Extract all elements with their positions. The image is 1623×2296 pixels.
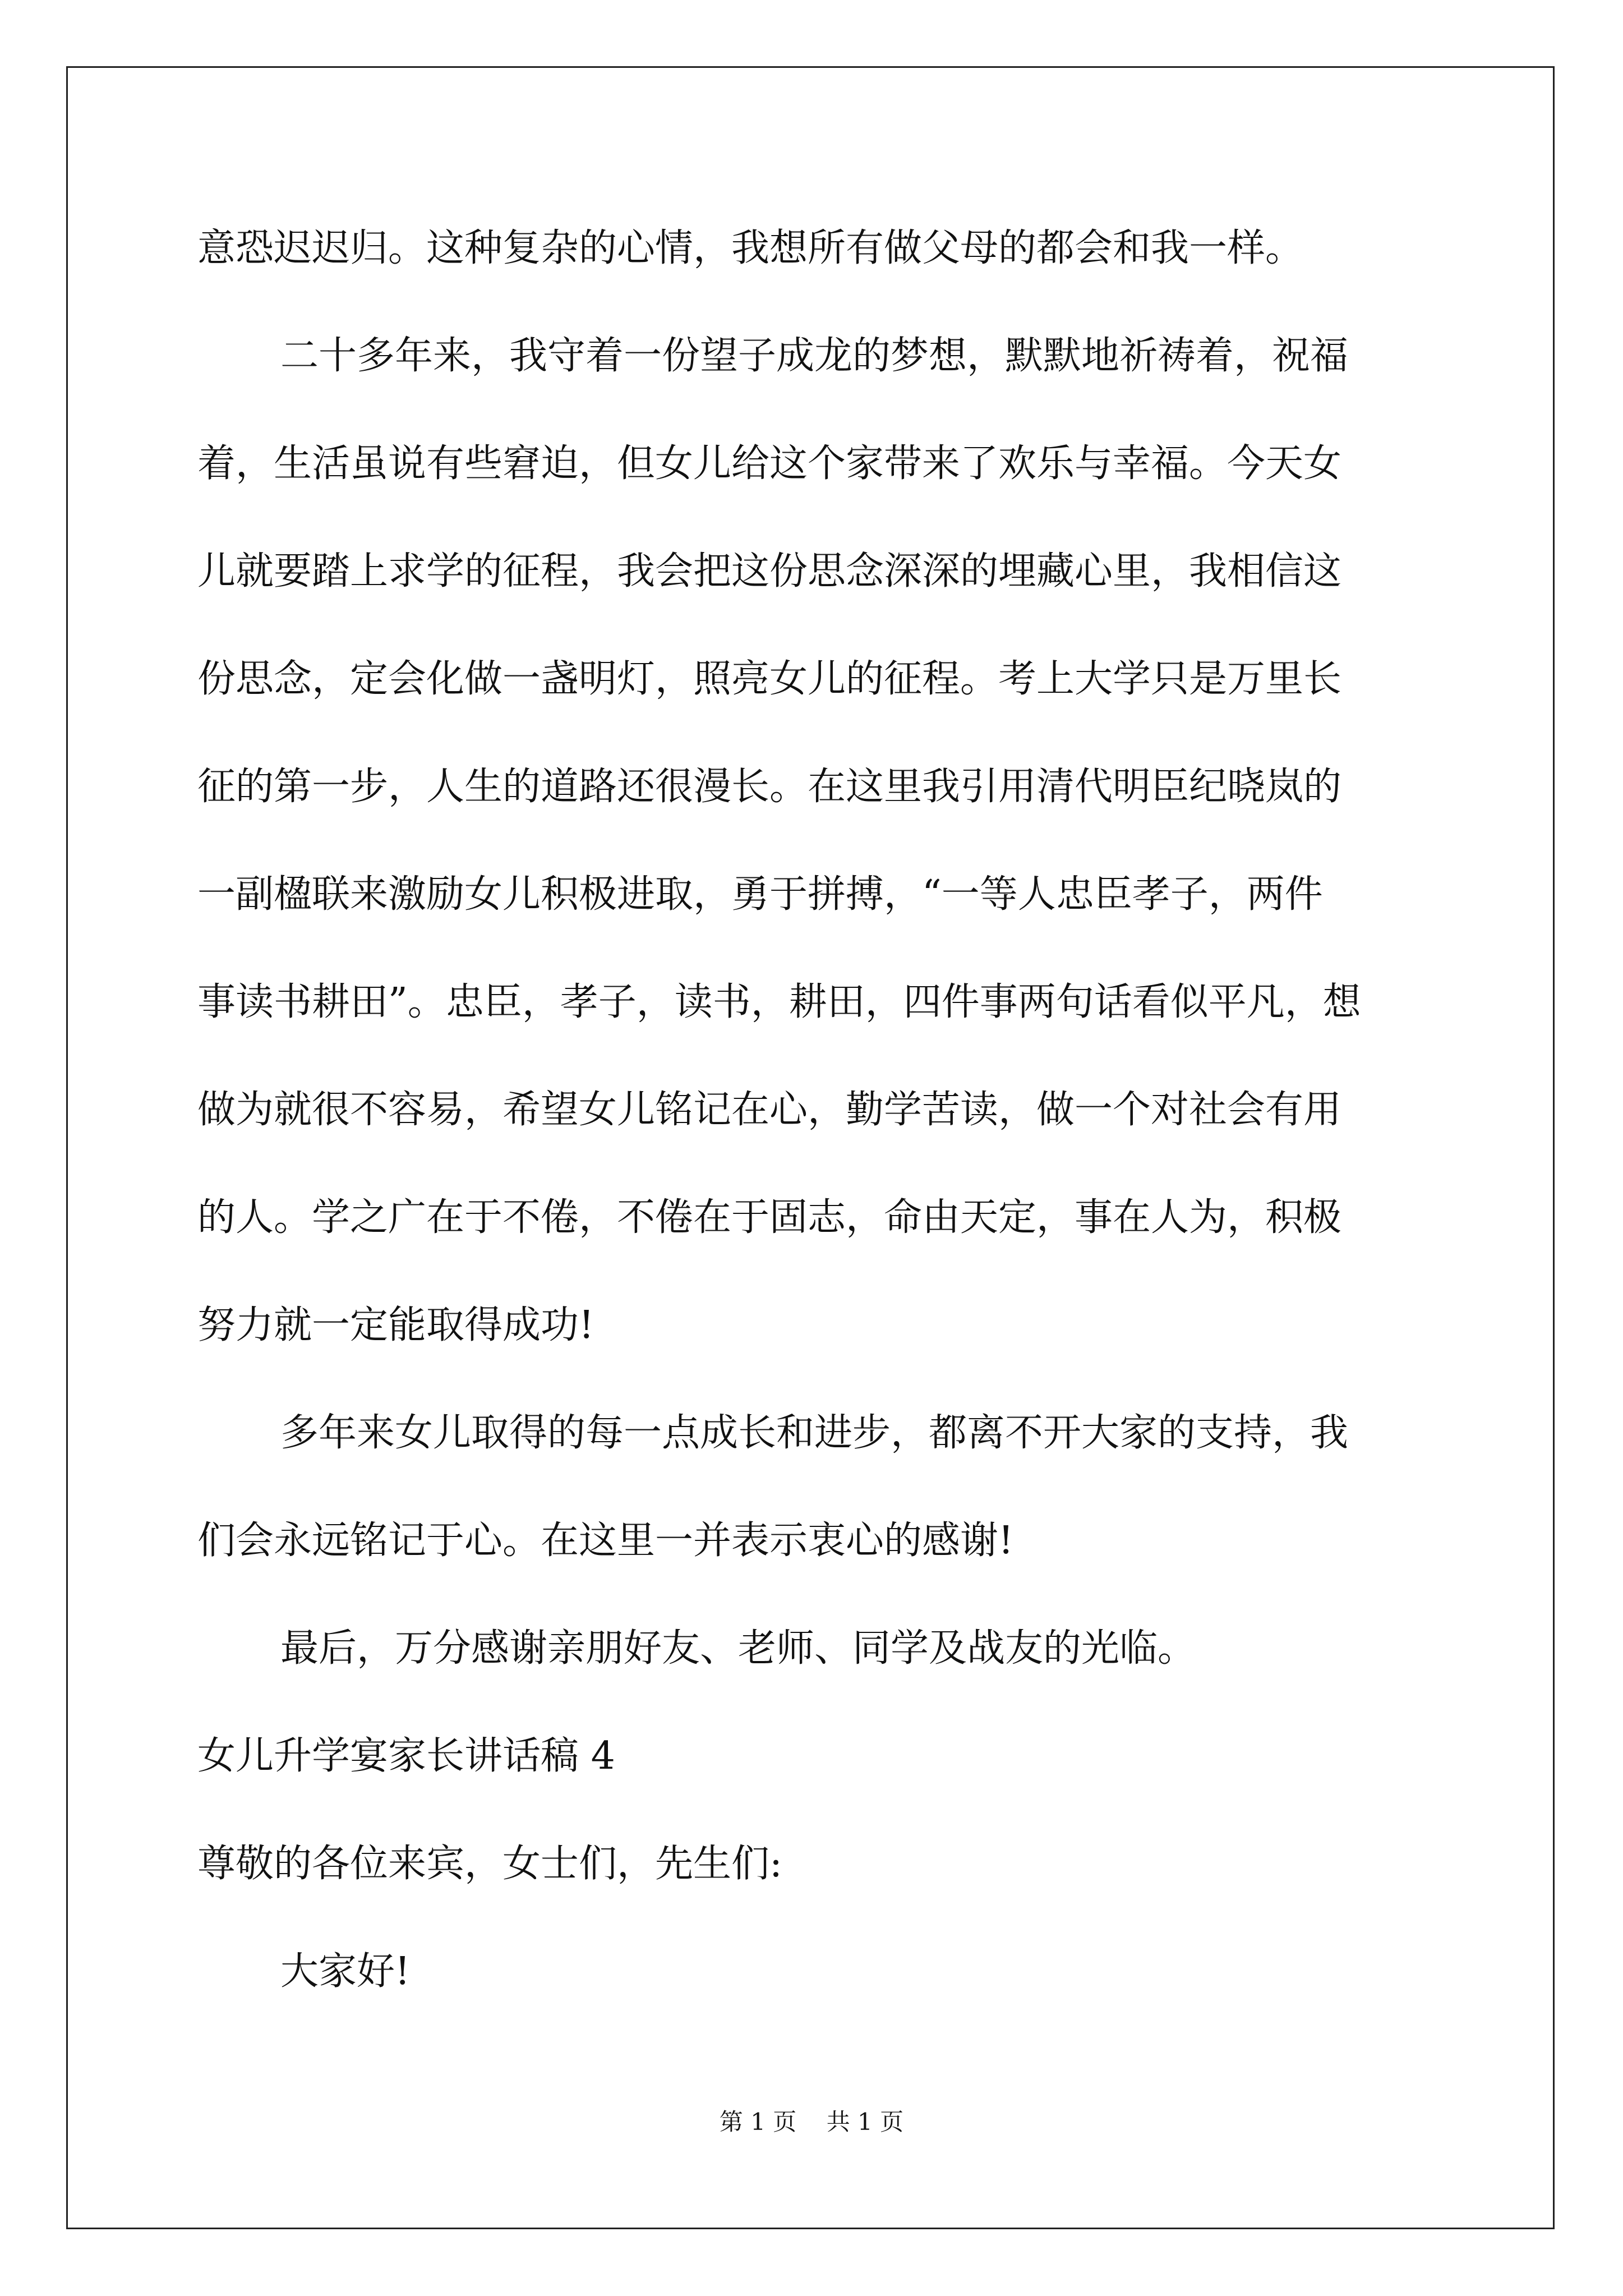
document-body: [197, 222, 1431, 1999]
salutation: 尊敬的各位来宾，女士们，先生们:: [197, 1842, 782, 1886]
text-line: 做为就很不容易，希望女儿铭记在心，勤学苦读，做一个对社会有用: [197, 1088, 1342, 1132]
text-line: 一副楹联来激励女儿积极进取，勇于拼搏，“一等人忠臣孝子，两件: [197, 872, 1323, 917]
paragraph-start: 二十多年来，我守着一份望子成龙的梦想，默默地祈祷着，祝福: [280, 334, 1349, 378]
text-line: 们会永远铭记于心。在这里一并表示衷心的感谢!: [197, 1519, 1014, 1563]
text-line: 的人。学之广在于不倦，不倦在于固志，命由天定，事在人为，积极: [197, 1195, 1342, 1240]
section-heading: 女儿升学宴家长讲话稿 4: [197, 1734, 615, 1778]
paragraph-start: 多年来女儿取得的每一点成长和进步，都离不开大家的支持，我: [280, 1411, 1349, 1455]
page-footer: 第 1 页 共 1 页: [719, 2108, 904, 2136]
text-line: 努力就一定能取得成功!: [197, 1303, 594, 1347]
text-line: 份思念，定会化做一盏明灯，照亮女儿的征程。考上大学只是万里长: [197, 657, 1342, 701]
text-line: 儿就要踏上求学的征程，我会把这份思念深深的埋藏心里，我相信这: [197, 549, 1342, 593]
text-line: 意恐迟迟归。这种复杂的心情，我想所有做父母的都会和我一样。: [197, 226, 1304, 270]
text-line: 征的第一步，人生的道路还很漫长。在这里我引用清代明臣纪晓岚的: [197, 765, 1342, 809]
greeting: 大家好!: [280, 1949, 411, 1994]
paragraph-start: 最后，万分感谢亲朋好友、老师、同学及战友的光临。: [280, 1626, 1196, 1671]
text-line: 着，生活虽说有些窘迫，但女儿给这个家带来了欢乐与幸福。今天女: [197, 441, 1342, 486]
text-line: 事读书耕田”。忠臣，孝子，读书，耕田，四件事两句话看似平凡，想: [197, 980, 1361, 1024]
